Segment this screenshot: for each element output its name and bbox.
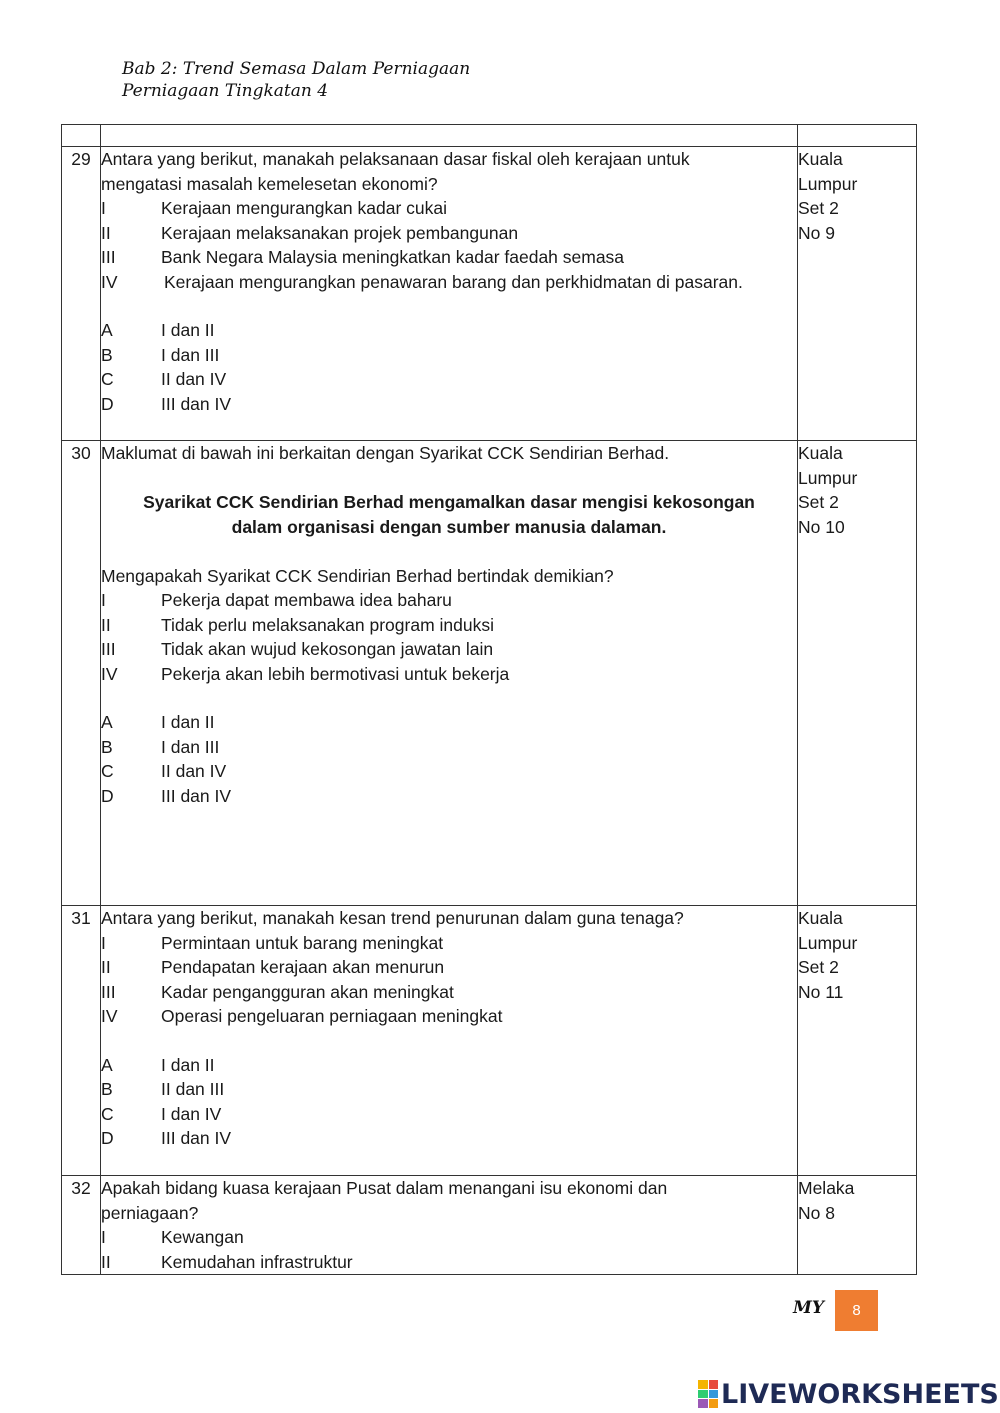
question-stem: perniagaan? [101, 1202, 199, 1223]
question-body [101, 906, 798, 1176]
statement-item: IV Operasi pengeluaran perniagaan meningkat [101, 1006, 503, 1026]
question-number: 30 [62, 441, 101, 906]
option-c[interactable]: C II dan IV [101, 369, 227, 389]
statement-item: III Kadar pengangguran akan meningkat [101, 981, 454, 1002]
question-stem: Mengapakah Syarikat CCK Sendirian Berhad bertindak demikian? [101, 565, 614, 586]
option-b[interactable]: B I dan III [101, 344, 220, 365]
question-stem: mengatasi masalah kemelesetan ekonomi? [101, 173, 438, 194]
option-a[interactable]: A I dan II [101, 712, 215, 732]
question-number: 31 [62, 906, 101, 1176]
table-header-row [62, 125, 917, 147]
statement-item: I Permintaan untuk barang meningkat [101, 932, 444, 953]
statement-item: II Tidak perlu melaksanakan program induksi [101, 614, 494, 635]
question-table [61, 124, 917, 1275]
statement-item: I Kewangan [101, 1227, 244, 1247]
liveworksheets-logo[interactable] [698, 1378, 999, 1410]
info-box: Syarikat CCK Sendirian Berhad mengamalkan dasar mengisi kekosongan dalam organisasi dengan sumber manusia dalaman. [143, 491, 755, 537]
question-body [101, 1176, 798, 1275]
footer-initials: MY [793, 1298, 824, 1318]
question-row-29 [62, 147, 917, 441]
statement-item: IV Kerajaan mengurangkan penawaran barang dan perkhidmatan di pasaran. [101, 271, 743, 292]
option-a[interactable]: A I dan II [101, 1054, 215, 1075]
option-c[interactable]: C I dan IV [101, 1103, 222, 1124]
statement-item: IV Pekerja akan lebih bermotivasi untuk bekerja [101, 663, 510, 684]
question-number: 32 [62, 1176, 101, 1275]
statement-item: II Kerajaan melaksanakan projek pembangunan [101, 222, 519, 243]
question-stem: Antara yang berikut, manakah pelaksanaan dasar fiskal oleh kerajaan untuk [101, 149, 690, 169]
question-body [101, 441, 798, 906]
logo-grid-icon [698, 1380, 718, 1408]
question-row-30 [62, 441, 917, 906]
question-source: Melaka No 8 [798, 1176, 917, 1275]
page-number-badge: 8 [835, 1290, 878, 1331]
question-stem: Antara yang berikut, manakah kesan trend penurunan dalam guna tenaga? [101, 908, 684, 928]
option-c[interactable]: C II dan IV [101, 761, 227, 781]
statement-item: III Bank Negara Malaysia meningkatkan kadar faedah semasa [101, 247, 625, 267]
question-source: Kuala Lumpur Set 2 No 9 [798, 147, 917, 441]
subject-title: Perniagaan Tingkatan 4 [122, 81, 329, 101]
question-body [101, 147, 798, 441]
statement-item: II Kemudahan infrastruktur [101, 1251, 353, 1272]
question-row-32 [62, 1176, 917, 1275]
question-source: Kuala Lumpur Set 2 No 11 [798, 906, 917, 1176]
question-intro: Maklumat di bawah ini berkaitan dengan Syarikat CCK Sendirian Berhad. [101, 443, 670, 463]
question-source: Kuala Lumpur Set 2 No 10 [798, 441, 917, 906]
question-row-31 [62, 906, 917, 1176]
statement-item: II Pendapatan kerajaan akan menurun [101, 957, 445, 977]
statement-item: III Tidak akan wujud kekosongan jawatan lain [101, 639, 494, 659]
document-header [122, 58, 470, 102]
option-d[interactable]: D III dan IV [101, 393, 232, 414]
option-d[interactable]: D III dan IV [101, 785, 232, 806]
option-b[interactable]: B I dan III [101, 736, 220, 757]
option-b[interactable]: B II dan III [101, 1079, 225, 1099]
question-stem: Apakah bidang kuasa kerajaan Pusat dalam menangani isu ekonomi dan [101, 1178, 668, 1198]
brand-name: LIVEWORKSHEETS [721, 1378, 999, 1410]
option-a[interactable]: A I dan II [101, 320, 215, 340]
option-d[interactable]: D III dan IV [101, 1128, 232, 1148]
statement-item: I Kerajaan mengurangkan kadar cukai [101, 198, 448, 218]
question-number: 29 [62, 147, 101, 441]
statement-item: I Pekerja dapat membawa idea baharu [101, 590, 452, 610]
chapter-title: Bab 2: Trend Semasa Dalam Perniagaan [122, 59, 471, 79]
